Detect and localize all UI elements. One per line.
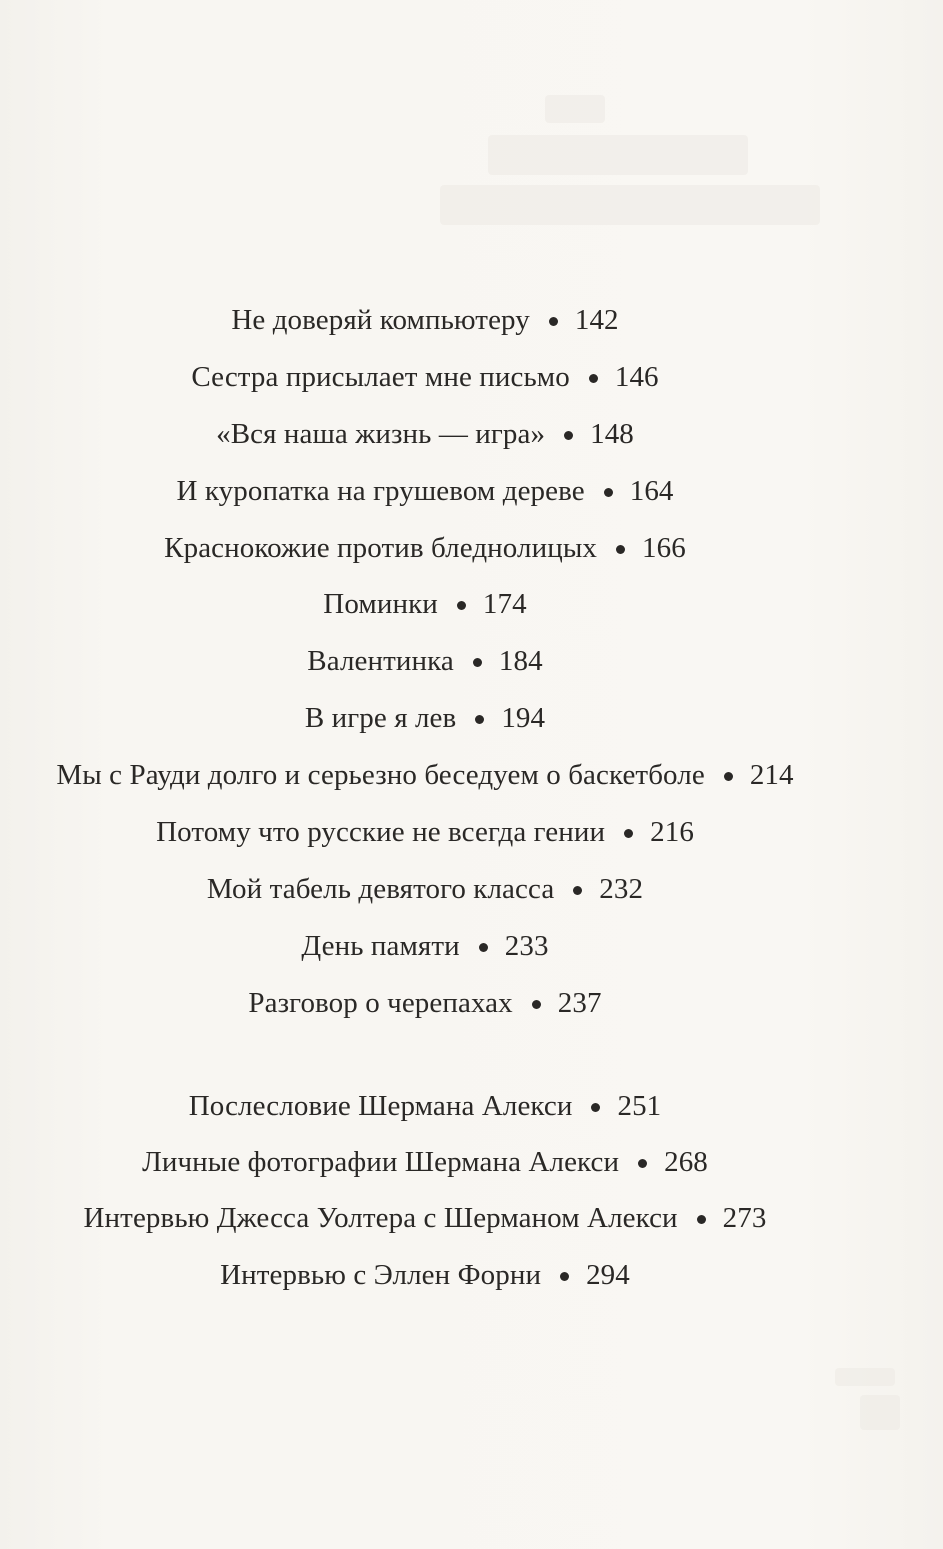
toc-entry-title: Не доверяй компьютеру	[231, 303, 530, 336]
toc-entry-title: «Вся наша жизнь — игра»	[216, 417, 546, 450]
toc-entry	[0, 406, 850, 463]
show-through-mark	[860, 1395, 900, 1430]
toc-entry-page: 164	[629, 474, 674, 507]
toc-entry-page: 166	[642, 531, 686, 564]
toc-entry-title: Мы с Рауди долго и серьезно беседуем о баскетболе	[56, 759, 705, 792]
toc-entry-page: 174	[482, 588, 527, 621]
toc-entry	[0, 349, 850, 406]
toc-entry-page: 232	[599, 872, 644, 905]
toc-entry	[0, 1134, 850, 1190]
toc-entry-title: Личные фотографии Шермана Алекси	[142, 1145, 620, 1178]
bullet-icon	[724, 772, 733, 781]
toc-entry-page: 273	[722, 1202, 767, 1235]
toc-entry-title: Интервью с Эллен Форни	[220, 1258, 542, 1291]
toc-entry-page: 216	[650, 815, 694, 848]
toc-entry-title: И куропатка на грушевом дереве	[176, 474, 585, 507]
show-through-mark	[545, 95, 605, 123]
toc-entry-page: 268	[664, 1145, 708, 1178]
bullet-icon	[457, 601, 466, 610]
toc-entry-title: В игре я лев	[304, 702, 457, 735]
toc-entry	[0, 861, 850, 918]
toc-entry	[0, 633, 850, 690]
bullet-icon	[549, 317, 558, 326]
bullet-icon	[624, 829, 633, 838]
toc-entry-title: Мой табель девятого класса	[206, 872, 555, 905]
toc-entry	[0, 520, 850, 577]
toc-entry-title: Потому что русские не всегда гении	[156, 815, 606, 848]
bullet-icon	[591, 1103, 600, 1112]
bullet-icon	[589, 374, 598, 383]
toc-entry	[0, 690, 850, 747]
show-through-mark	[835, 1368, 895, 1386]
toc-entry-page: 233	[504, 929, 549, 962]
toc-entry	[0, 747, 850, 804]
toc-entry-title: Краснокожие против бледнолицых	[164, 531, 598, 564]
toc-entry	[0, 1078, 850, 1134]
bullet-icon	[604, 488, 613, 497]
toc-entry-page: 251	[617, 1089, 662, 1122]
toc-entry	[0, 463, 850, 520]
toc-entry	[0, 918, 850, 975]
toc-entry-page: 146	[614, 360, 659, 393]
toc-entry-page: 148	[590, 417, 634, 450]
toc-entry-title: Интервью Джесса Уолтера с Шерманом Алекси	[83, 1202, 678, 1235]
toc-entry	[0, 975, 850, 1032]
toc-entry-page: 194	[501, 702, 546, 735]
bullet-icon	[475, 715, 484, 724]
toc-entry-title: Валентинка	[307, 645, 454, 678]
toc-entry	[0, 292, 850, 349]
table-of-contents-chapters	[0, 292, 850, 1032]
toc-entry-title: Разговор о черепахах	[248, 986, 513, 1019]
bullet-icon	[479, 943, 488, 952]
toc-entry-page: 294	[586, 1258, 630, 1291]
bullet-icon	[573, 886, 582, 895]
show-through-mark	[488, 135, 748, 175]
bullet-icon	[638, 1159, 647, 1168]
toc-entry-title: День памяти	[301, 929, 460, 962]
bullet-icon	[564, 431, 573, 440]
bullet-icon	[560, 1272, 569, 1281]
toc-entry	[0, 804, 850, 861]
bullet-icon	[697, 1215, 706, 1224]
table-of-contents-appendix	[0, 1078, 850, 1303]
toc-entry-title: Сестра присылает мне письмо	[191, 360, 570, 393]
toc-entry-title: Послесловие Шермана Алекси	[188, 1089, 573, 1122]
toc-entry-page: 214	[749, 759, 794, 792]
toc-entry-title: Поминки	[323, 588, 438, 621]
bullet-icon	[616, 545, 625, 554]
toc-entry-page: 142	[574, 303, 619, 336]
bullet-icon	[532, 1000, 541, 1009]
toc-entry	[0, 1247, 850, 1303]
toc-entry-page: 237	[557, 986, 602, 1019]
toc-entry	[0, 1191, 850, 1247]
toc-entry	[0, 576, 850, 633]
bullet-icon	[473, 658, 482, 667]
show-through-mark	[440, 185, 820, 225]
toc-entry-page: 184	[498, 645, 543, 678]
